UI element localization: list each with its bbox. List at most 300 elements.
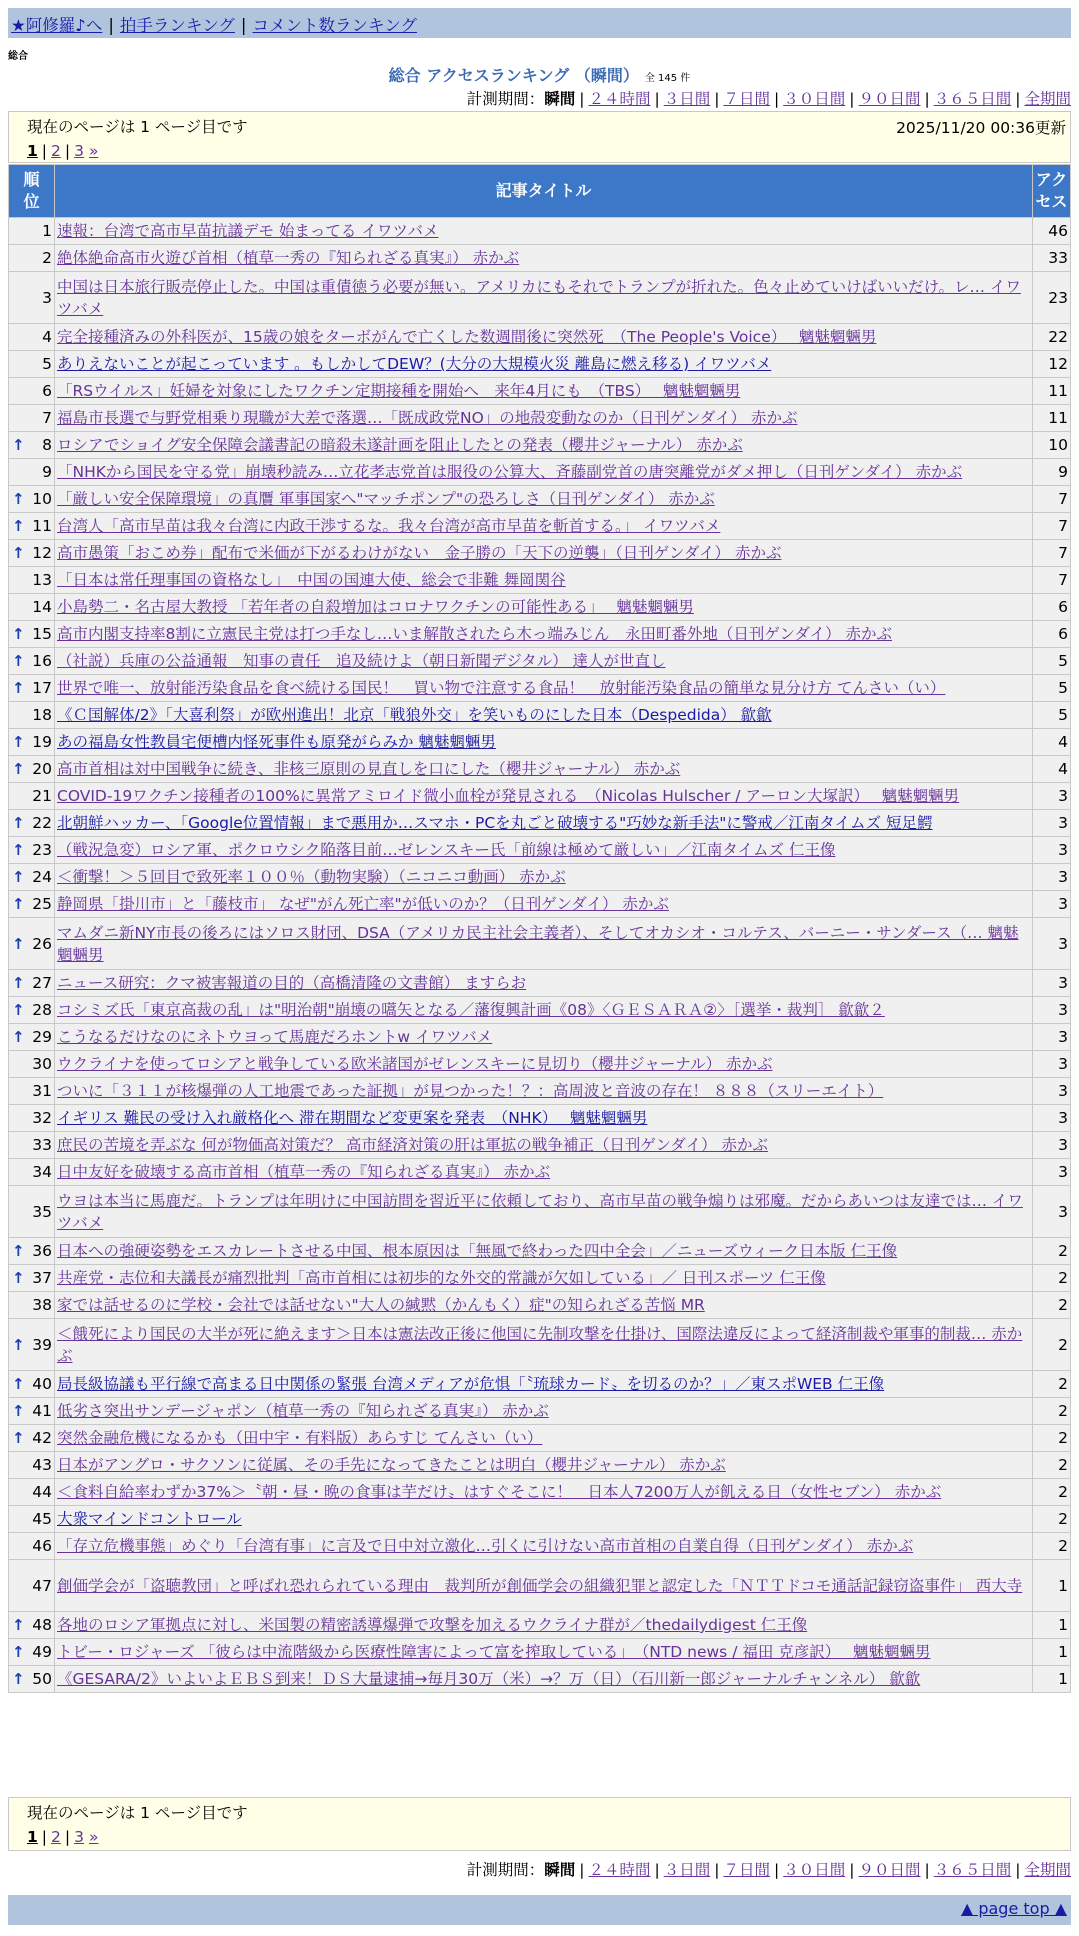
table-row — [9, 918, 1071, 970]
rank-number: 38 — [32, 1296, 52, 1314]
title-cell — [55, 351, 1033, 378]
period-link[interactable]: ３０日間 — [783, 1861, 846, 1879]
rank-number: 42 — [32, 1429, 52, 1447]
rank-cell — [9, 245, 55, 272]
access-count-cell: 1 — [1033, 1666, 1071, 1693]
title-cell — [55, 1265, 1033, 1292]
article-title-link[interactable]: ＜衝撃！＞５回目で致死率１００％（動物実験）（ニコニコ動画） 赤かぶ — [57, 868, 566, 886]
rank-up-arrow-icon: ↑ — [12, 814, 25, 832]
title-cell — [55, 970, 1033, 997]
table-row — [9, 970, 1071, 997]
table-row — [9, 1186, 1071, 1238]
access-count-cell: 23 — [1033, 272, 1071, 324]
total-count: 全 145 件 — [644, 73, 691, 84]
table-row — [9, 810, 1071, 837]
footer-bar — [8, 1895, 1071, 1925]
period-separator: | — [579, 90, 585, 108]
title-cell — [55, 432, 1033, 459]
period-link[interactable]: ９０日間 — [858, 1861, 921, 1879]
access-count-cell: 46 — [1033, 218, 1071, 245]
rank-cell — [9, 729, 55, 756]
table-row — [9, 378, 1071, 405]
access-count-cell: 2 — [1033, 1319, 1071, 1371]
article-title-link[interactable]: トビー・ロジャーズ 「彼らは中流階級から医療性障害によって富を搾取している」 （NTD news / 福田 克彦訳） 魑魅魍魎男 — [57, 1643, 931, 1661]
pager-link[interactable]: 2 — [51, 1828, 61, 1846]
article-title-link[interactable]: 速報：台湾で高市早苗抗議デモ 始まってる イワツバメ — [57, 222, 439, 240]
table-row — [9, 1398, 1071, 1425]
article-title-link[interactable]: ウクライナを使ってロシアと戦争している欧米諸国がゼレンスキーに見切り（櫻井ジャーナル） 赤かぶ — [57, 1055, 773, 1073]
title-cell — [55, 1425, 1033, 1452]
period-separator: | — [924, 90, 930, 108]
article-title-link[interactable]: ニュース研究：クマ被害報道の目的（高橋清隆の文書館） ますらお — [57, 974, 527, 992]
period-link[interactable]: ７日間 — [723, 90, 770, 108]
rank-cell — [9, 351, 55, 378]
title-cell — [55, 1132, 1033, 1159]
article-title-link[interactable]: COVID-19ワクチン接種者の100%に異常アミロイド微小血栓が発見される （Nicolas Hulscher / アーロン大塚訳） 魑魅魍魎男 — [57, 787, 960, 805]
article-title-link[interactable]: ＜餓死により国民の大半が死に絶えます＞日本は憲法改正後に他国に先制攻撃を仕掛け、国際法違反によって経済制裁や軍事的制裁… 赤かぶ — [57, 1324, 1023, 1365]
nav-link-clap-ranking[interactable]: 拍手ランキング — [119, 16, 235, 35]
pager-link[interactable]: 2 — [51, 142, 61, 160]
rank-up-arrow-icon: ↑ — [12, 679, 25, 697]
rank-cell — [9, 918, 55, 970]
nav-link-asyura[interactable]: ★阿修羅♪へ — [11, 16, 103, 35]
table-row — [9, 648, 1071, 675]
period-separator: | — [714, 1861, 720, 1879]
period-link[interactable]: ７日間 — [723, 1861, 770, 1879]
period-link[interactable]: ９０日間 — [858, 90, 921, 108]
access-count-cell: 2 — [1033, 1292, 1071, 1319]
access-count-cell: 3 — [1033, 1159, 1071, 1186]
rank-number: 35 — [32, 1202, 52, 1221]
period-link[interactable]: ２４時間 — [588, 1861, 651, 1879]
rank-up-arrow-icon: ↑ — [12, 1616, 25, 1634]
rank-cell — [9, 1452, 55, 1479]
updated-timestamp: 2025/11/20 00:36更新 — [896, 119, 1066, 137]
rank-number: 33 — [32, 1136, 52, 1154]
article-title-link[interactable]: 絶体絶命高市火遊び首相（植草一秀の『知られざる真実』） 赤かぶ — [57, 249, 520, 267]
period-label: 計測期間： — [466, 90, 545, 108]
rank-cell — [9, 810, 55, 837]
article-title-link[interactable]: 小島勢二・名古屋大教授 「若年者の自殺増加はコロナワクチンの可能性ある」 魑魅魍魎男 — [57, 598, 694, 616]
title-cell — [55, 1560, 1033, 1612]
table-row — [9, 594, 1071, 621]
rank-number: 41 — [32, 1402, 52, 1420]
rank-cell — [9, 1371, 55, 1398]
rank-number: 48 — [32, 1616, 52, 1634]
page-top-link[interactable]: ▲ page top ▲ — [960, 1899, 1067, 1918]
rank-number: 1 — [42, 222, 52, 240]
access-count-cell: 3 — [1033, 1186, 1071, 1238]
rank-cell — [9, 567, 55, 594]
rank-cell — [9, 1078, 55, 1105]
rank-number: 30 — [32, 1055, 52, 1073]
access-count-cell: 10 — [1033, 432, 1071, 459]
rank-cell — [9, 1292, 55, 1319]
rank-cell — [9, 1238, 55, 1265]
rank-cell — [9, 1560, 55, 1612]
period-separator: | — [654, 90, 660, 108]
article-title-link[interactable]: 高市内閣支持率8割に立憲民主党は打つ手なし…いま解散されたら木っ端みじん 永田町番外地（日刊ゲンダイ） 赤かぶ — [57, 625, 893, 643]
article-title-link[interactable]: 高市首相は対中国戦争に続き、非核三原則の見直しを口にした（櫻井ジャーナル） 赤かぶ — [57, 760, 681, 778]
access-count-cell: 2 — [1033, 1479, 1071, 1506]
access-count-cell: 9 — [1033, 459, 1071, 486]
rank-cell — [9, 1639, 55, 1666]
period-separator: | — [849, 1861, 855, 1879]
article-title-link[interactable]: 《GESARA/2》いよいよＥＢＳ到来！ＤＳ大量逮捕→毎月30万（米）→？万（日）（石川新一郎ジャーナルチャンネル） 歙歙 — [57, 1670, 921, 1688]
title-cell — [55, 1105, 1033, 1132]
rank-cell — [9, 1479, 55, 1506]
article-title-link[interactable]: 大衆マインドコントロール — [57, 1510, 242, 1528]
title-cell — [55, 1533, 1033, 1560]
article-title-link[interactable]: 静岡県「掛川市」と「藤枝市」 なぜ"がん死亡率"が低いのか？（日刊ゲンダイ） 赤かぶ — [57, 895, 669, 913]
rank-number: 27 — [32, 974, 52, 992]
title-cell — [55, 272, 1033, 324]
rank-number: 17 — [32, 679, 52, 697]
rank-cell — [9, 1159, 55, 1186]
table-row — [9, 324, 1071, 351]
rank-number: 15 — [32, 625, 52, 643]
table-row — [9, 567, 1071, 594]
title-cell — [55, 1051, 1033, 1078]
table-row — [9, 486, 1071, 513]
article-title-link[interactable]: 台湾人「高市早苗は我々台湾に内政干渉するな。我々台湾が高市早苗を斬首する。」 イワツバメ — [57, 517, 721, 535]
article-title-link[interactable]: 高市愚策「おこめ券」配布で米価が下がるわけがない 金子勝の「天下の逆襲」（日刊ゲンダイ） 赤かぶ — [57, 544, 782, 562]
table-row — [9, 756, 1071, 783]
access-count-cell: 11 — [1033, 378, 1071, 405]
table-row — [9, 837, 1071, 864]
access-count-cell: 3 — [1033, 918, 1071, 970]
current-page-label: 現在のページは 1 ページ目です — [27, 118, 248, 136]
rank-number: 44 — [32, 1483, 52, 1501]
article-title-link[interactable]: 創価学会が「盗聴教団」と呼ばれ恐れられている理由 裁判所が創価学会の組織犯罪と認定した「ＮＴＴドコモ通話記録窃盗事件」 西大寺 — [57, 1576, 1023, 1595]
rank-number: 50 — [32, 1670, 52, 1688]
article-title-link[interactable]: 局長級協議も平行線で高まる日中関係の緊張 台湾メディアが危惧「〝琉球カード〟を切るのか？」／東スポWEB 仁王像 — [57, 1375, 885, 1393]
rank-header-label: 順位 — [23, 170, 40, 211]
rank-number: 9 — [42, 463, 52, 481]
rank-number: 6 — [42, 382, 52, 400]
title-cell — [55, 648, 1033, 675]
table-row — [9, 891, 1071, 918]
rank-cell — [9, 648, 55, 675]
table-row — [9, 1560, 1071, 1612]
rank-up-arrow-icon: ↑ — [12, 1028, 25, 1046]
access-count-cell: 1 — [1033, 1560, 1071, 1612]
top-nav-bar — [8, 8, 1071, 38]
table-row — [9, 1319, 1071, 1371]
access-count-cell: 3 — [1033, 864, 1071, 891]
pager-separator: | — [41, 1828, 48, 1846]
table-row — [9, 432, 1071, 459]
rank-number: 24 — [32, 868, 52, 886]
period-current: 瞬間 — [544, 1861, 576, 1879]
article-title-link[interactable]: コシミズ氏「東京高裁の乱」は"明治朝"崩壊の嚆矢となる／藩復興計画《08》〈ＧＥＳＡＲＡ②〉［選挙・裁判］ 歙歙２ — [57, 1001, 885, 1019]
table-row — [9, 405, 1071, 432]
title-cell — [55, 621, 1033, 648]
rank-number: 46 — [32, 1537, 52, 1555]
access-count-cell: 3 — [1033, 891, 1071, 918]
article-title-link[interactable]: （社説）兵庫の公益通報 知事の責任 追及続けよ（朝日新聞デジタル） 達人が世直し — [57, 652, 666, 670]
table-row — [9, 513, 1071, 540]
pager-current-page[interactable]: 1 — [27, 142, 38, 160]
access-count-cell: 5 — [1033, 675, 1071, 702]
title-cell — [55, 783, 1033, 810]
article-title-link[interactable]: 庶民の苦境を弄ぶな 何が物価高対策だ？ 高市経済対策の肝は軍拡の戦争補正（日刊ゲンダイ） 赤かぶ — [57, 1136, 769, 1154]
pager-separator: | — [41, 142, 48, 160]
pager-separator: | — [64, 1828, 71, 1846]
title-cell — [55, 1238, 1033, 1265]
article-title-link[interactable]: あの福島女性教員宅便槽内怪死事件も原発がらみか 魑魅魍魎男 — [57, 733, 496, 751]
title-cell — [55, 1639, 1033, 1666]
rank-number: 37 — [32, 1269, 52, 1287]
rank-cell — [9, 837, 55, 864]
period-link[interactable]: 全期間 — [1024, 90, 1071, 108]
period-link[interactable]: ３日間 — [663, 90, 711, 108]
article-title-link[interactable]: 低劣さ突出サンデージャポン（植草一秀の『知られざる真実』） 赤かぶ — [57, 1402, 549, 1420]
rank-up-arrow-icon: ↑ — [12, 934, 25, 953]
table-row — [9, 540, 1071, 567]
rank-up-arrow-icon: ↑ — [12, 974, 25, 992]
rank-cell — [9, 1612, 55, 1639]
rank-cell — [9, 1666, 55, 1693]
rank-number: 39 — [32, 1335, 52, 1354]
article-title-link[interactable]: 日本への強硬姿勢をエスカレートさせる中国、根本原因は「無風で終わった四中全会」／ニューズウィーク日本版 仁王像 — [57, 1242, 898, 1260]
article-title-link[interactable]: ウヨは本当に馬鹿だ。トランプは年明けに中国訪問を習近平に依頼しており、高市早苗の戦争煽りは邪魔。だからあいつは友達では… イワツバメ — [57, 1191, 1023, 1232]
access-count-cell: 2 — [1033, 1398, 1071, 1425]
rank-cell — [9, 378, 55, 405]
pager-link[interactable]: » — [88, 142, 99, 160]
title-cell — [55, 1612, 1033, 1639]
rank-up-arrow-icon: ↑ — [12, 1429, 25, 1447]
article-title-link[interactable]: 《Ｃ国解体/2》「大喜利祭」が欧州進出！北京「戦狼外交」を笑いものにした日本（Despedida） 歙歙 — [57, 706, 772, 724]
page-info-bottom — [8, 1797, 1071, 1851]
table-row — [9, 1639, 1071, 1666]
article-title-link[interactable]: 突然金融危機になるかも（田中宇・有料版）あらすじ てんさい（い） — [57, 1429, 543, 1447]
rank-cell — [9, 272, 55, 324]
rank-cell — [9, 756, 55, 783]
rank-number: 45 — [32, 1510, 52, 1528]
rank-cell — [9, 864, 55, 891]
rank-up-arrow-icon: ↑ — [12, 1242, 25, 1260]
article-title-link[interactable]: （戦況急変）ロシア軍、ポクロウシク陥落目前…ゼレンスキー氏「前線は極めて厳しい」／江南タイムズ 仁王像 — [57, 841, 836, 859]
rank-cell — [9, 1186, 55, 1238]
article-title-link[interactable]: 「存立危機事態」めぐり「台湾有事」に言及で日中対立激化…引くに引けない高市首相の自業自得（日刊ゲンダイ） 赤かぶ — [57, 1537, 914, 1555]
rank-up-arrow-icon: ↑ — [12, 517, 25, 535]
article-title-link[interactable]: 日中友好を破壊する高市首相（植草一秀の『知られざる真実』） 赤かぶ — [57, 1163, 551, 1181]
table-row — [9, 1132, 1071, 1159]
rank-up-arrow-icon: ↑ — [12, 895, 25, 913]
rank-cell — [9, 1506, 55, 1533]
rank-number: 47 — [32, 1576, 52, 1595]
table-row — [9, 1238, 1071, 1265]
table-row — [9, 997, 1071, 1024]
rank-cell — [9, 1051, 55, 1078]
article-title-link[interactable]: 「NHKから国民を守る党」崩壊秒読み…立花孝志党首は服役の公算大、斉藤副党首の唐突離党がダメ押し（日刊ゲンダイ） 赤かぶ — [57, 463, 963, 481]
table-row — [9, 1078, 1071, 1105]
rank-up-arrow-icon: ↑ — [12, 1001, 25, 1019]
period-selector-bottom — [467, 1858, 1071, 1880]
title-cell — [55, 1159, 1033, 1186]
rank-up-arrow-icon: ↑ — [12, 1375, 25, 1393]
page-title — [0, 63, 1079, 86]
title-cell — [55, 1319, 1033, 1371]
title-cell — [55, 324, 1033, 351]
access-header-label: アクセス — [1035, 170, 1068, 211]
article-title-link[interactable]: こうなるだけなのにネトウヨって馬鹿だろホントw イワツバメ — [57, 1028, 493, 1046]
table-row — [9, 1105, 1071, 1132]
access-count-cell: 3 — [1033, 1051, 1071, 1078]
ranking-table — [8, 164, 1071, 1693]
rank-number: 7 — [42, 409, 52, 427]
rank-cell — [9, 1533, 55, 1560]
period-label: 計測期間： — [466, 1861, 545, 1879]
title-cell — [55, 1024, 1033, 1051]
article-title-link[interactable]: 「日本は常任理事国の資格なし」 中国の国連大使、総会で非難 舞岡関谷 — [57, 571, 566, 589]
access-count-cell: 3 — [1033, 837, 1071, 864]
rank-cell — [9, 1132, 55, 1159]
rank-number: 18 — [32, 706, 52, 724]
access-count-cell: 2 — [1033, 1371, 1071, 1398]
rank-number: 4 — [42, 328, 52, 346]
period-separator: | — [579, 1861, 585, 1879]
access-count-cell: 7 — [1033, 486, 1071, 513]
nav-link-comment-ranking[interactable]: コメント数ランキング — [252, 16, 417, 35]
access-count-cell: 1 — [1033, 1639, 1071, 1666]
title-cell — [55, 405, 1033, 432]
table-row — [9, 1533, 1071, 1560]
title-cell — [55, 378, 1033, 405]
article-title-link[interactable]: 共産党・志位和夫議長が痛烈批判「高市首相には初歩的な外交的常識が欠如している」／ 日刊スポーツ 仁王像 — [57, 1269, 826, 1287]
current-page-label: 現在のページは 1 ページ目です — [27, 1804, 248, 1822]
article-title-link[interactable]: ついに「３１１が核爆弾の人工地震であった証拠」が見つかった！？：高周波と音波の存在！ ８８８（スリーエイト） — [57, 1082, 884, 1100]
rank-number: 23 — [32, 841, 52, 859]
title-cell — [55, 1292, 1033, 1319]
current-page-text-bottom — [27, 1801, 1052, 1823]
rank-up-arrow-icon: ↑ — [12, 436, 25, 454]
table-row — [9, 351, 1071, 378]
article-title-link[interactable]: ＜食料自給率わずか37%＞〝朝・昼・晩の食事は芋だけ〟はすぐそこに！ 日本人7200万人が飢える日（女性セブン） 赤かぶ — [57, 1483, 942, 1501]
table-row — [9, 1479, 1071, 1506]
period-link[interactable]: ３日間 — [663, 1861, 711, 1879]
article-title-link[interactable]: 世界で唯一、放射能汚染食品を食べ続ける国民！ 買い物で注意する食品！ 放射能汚染食品の簡単な見分け方 てんさい（い） — [57, 679, 946, 697]
title-cell — [55, 1078, 1033, 1105]
table-row — [9, 1452, 1071, 1479]
access-count-cell: 7 — [1033, 540, 1071, 567]
column-header-rank — [9, 165, 55, 218]
table-row — [9, 1612, 1071, 1639]
rank-number: 5 — [42, 355, 52, 373]
access-count-cell: 2 — [1033, 1533, 1071, 1560]
table-row — [9, 459, 1071, 486]
article-title-link[interactable]: イギリス 難民の受け入れ厳格化へ 滞在期間など変更案を発表 （NHK） 魑魅魍魎男 — [57, 1109, 648, 1127]
title-cell — [55, 245, 1033, 272]
rank-up-arrow-icon: ↑ — [12, 490, 25, 508]
pager-link[interactable]: » — [88, 1828, 99, 1846]
rank-cell — [9, 970, 55, 997]
article-title-link[interactable]: 「RSウイルス」妊婦を対象にしたワクチン定期接種を開始へ 来年4月にも （TBS） 魑魅魍魎男 — [57, 382, 741, 400]
title-cell — [55, 1186, 1033, 1238]
rank-number: 28 — [32, 1001, 52, 1019]
access-count-cell: 3 — [1033, 970, 1071, 997]
article-title-link[interactable]: マムダニ新NY市長の後ろにはソロス財団、DSA（アメリカ民主社会主義者）、そしてオカシオ・コルテス、バーニー・サンダース（… 魑魅魍魎男 — [57, 923, 1019, 964]
table-row — [9, 1666, 1071, 1693]
pager-current-page[interactable]: 1 — [27, 1828, 38, 1846]
rank-up-arrow-icon: ↑ — [12, 733, 25, 751]
title-cell — [55, 997, 1033, 1024]
table-row — [9, 729, 1071, 756]
article-title-link[interactable]: 福島市長選で与野党相乗り現職が大差で落選…「既成政党NO」の地殻変動なのか（日刊ゲンダイ） 赤かぶ — [57, 409, 798, 427]
rank-number: 36 — [32, 1242, 52, 1260]
title-cell — [55, 837, 1033, 864]
nav-separator: | — [108, 16, 114, 35]
table-row — [9, 864, 1071, 891]
access-count-cell: 1 — [1033, 1612, 1071, 1639]
access-count-cell: 2 — [1033, 1506, 1071, 1533]
title-cell — [55, 513, 1033, 540]
period-selector-top — [467, 87, 1071, 109]
access-count-cell: 3 — [1033, 783, 1071, 810]
table-row — [9, 245, 1071, 272]
period-link[interactable]: ３０日間 — [783, 90, 846, 108]
table-row — [9, 1159, 1071, 1186]
period-link[interactable]: ３６５日間 — [933, 90, 1012, 108]
pager-link[interactable]: 3 — [74, 142, 85, 160]
access-count-cell: 5 — [1033, 648, 1071, 675]
article-title-link[interactable]: ありえないことが起こっています 。もしかしてDEW？(大分の大規模火災 離島に燃え移る) イワツバメ — [57, 355, 772, 373]
title-cell — [55, 1479, 1033, 1506]
article-title-link[interactable]: 家では話せるのに学校・会社では話せない"大人の緘黙（かんもく）症"の知られざる苦悩 MR — [57, 1296, 705, 1314]
period-link[interactable]: ３６５日間 — [933, 1861, 1012, 1879]
period-separator: | — [1015, 1861, 1021, 1879]
article-title-link[interactable]: 各地のロシア軍拠点に対し、米国製の精密誘導爆弾で攻撃を加えるウクライナ群が／thedailydigest 仁王像 — [57, 1616, 808, 1634]
page-info-top — [8, 111, 1071, 163]
rank-cell — [9, 324, 55, 351]
article-title-link[interactable]: 中国は日本旅行販売停止した。中国は重債徳う必要が無い。アメリカにもそれでトランプが折れた。色々止めていけばいいだけ。レ… イワツバメ — [57, 277, 1021, 318]
period-separator: | — [654, 1861, 660, 1879]
access-count-cell: 3 — [1033, 1078, 1071, 1105]
article-title-link[interactable]: ロシアでショイグ安全保障会議書記の暗殺未遂計画を阻止したとの発表（櫻井ジャーナル） 赤かぶ — [57, 436, 743, 454]
rank-number: 32 — [32, 1109, 52, 1127]
rank-up-arrow-icon: ↑ — [12, 1643, 25, 1661]
table-row — [9, 1265, 1071, 1292]
title-cell — [55, 729, 1033, 756]
rank-number: 14 — [32, 598, 52, 616]
article-title-link[interactable]: 日本がアングロ・サクソンに従属、その手先になってきたことは明白（櫻井ジャーナル） 赤かぶ — [57, 1456, 726, 1474]
article-title-link[interactable]: 完全接種済みの外科医が、15歳の娘をターボがんで亡くした数週間後に突然死 （The People's Voice） 魑魅魍魎男 — [57, 328, 877, 346]
rank-cell — [9, 594, 55, 621]
title-cell — [55, 486, 1033, 513]
rank-cell — [9, 432, 55, 459]
ranking-heading: 総合 アクセスランキング （瞬間） — [388, 66, 639, 85]
article-title-link[interactable]: 北朝鮮ハッカー、「Google位置情報」まで悪用か…スマホ・PCを丸ごと破壊する"巧妙な新手法"に警戒／江南タイムズ 短足鰐 — [57, 814, 933, 832]
title-cell — [55, 810, 1033, 837]
access-count-cell: 5 — [1033, 702, 1071, 729]
access-count-cell: 6 — [1033, 594, 1071, 621]
access-count-cell: 3 — [1033, 1132, 1071, 1159]
table-row — [9, 218, 1071, 245]
rank-up-arrow-icon: ↑ — [12, 544, 25, 562]
rank-number: 40 — [32, 1375, 52, 1393]
period-separator: | — [714, 90, 720, 108]
period-separator: | — [924, 1861, 930, 1879]
period-link[interactable]: ２４時間 — [588, 90, 651, 108]
rank-cell — [9, 1319, 55, 1371]
article-title-link[interactable]: 「厳しい安全保障環境」の真贋 軍事国家へ"マッチポンプ"の恐ろしさ（日刊ゲンダイ） 赤かぶ — [57, 490, 715, 508]
pager-link[interactable]: 3 — [74, 1828, 85, 1846]
period-link[interactable]: 全期間 — [1024, 1861, 1071, 1879]
rank-number: 25 — [32, 895, 52, 913]
table-header-row — [9, 165, 1071, 218]
column-header-access — [1033, 165, 1071, 218]
